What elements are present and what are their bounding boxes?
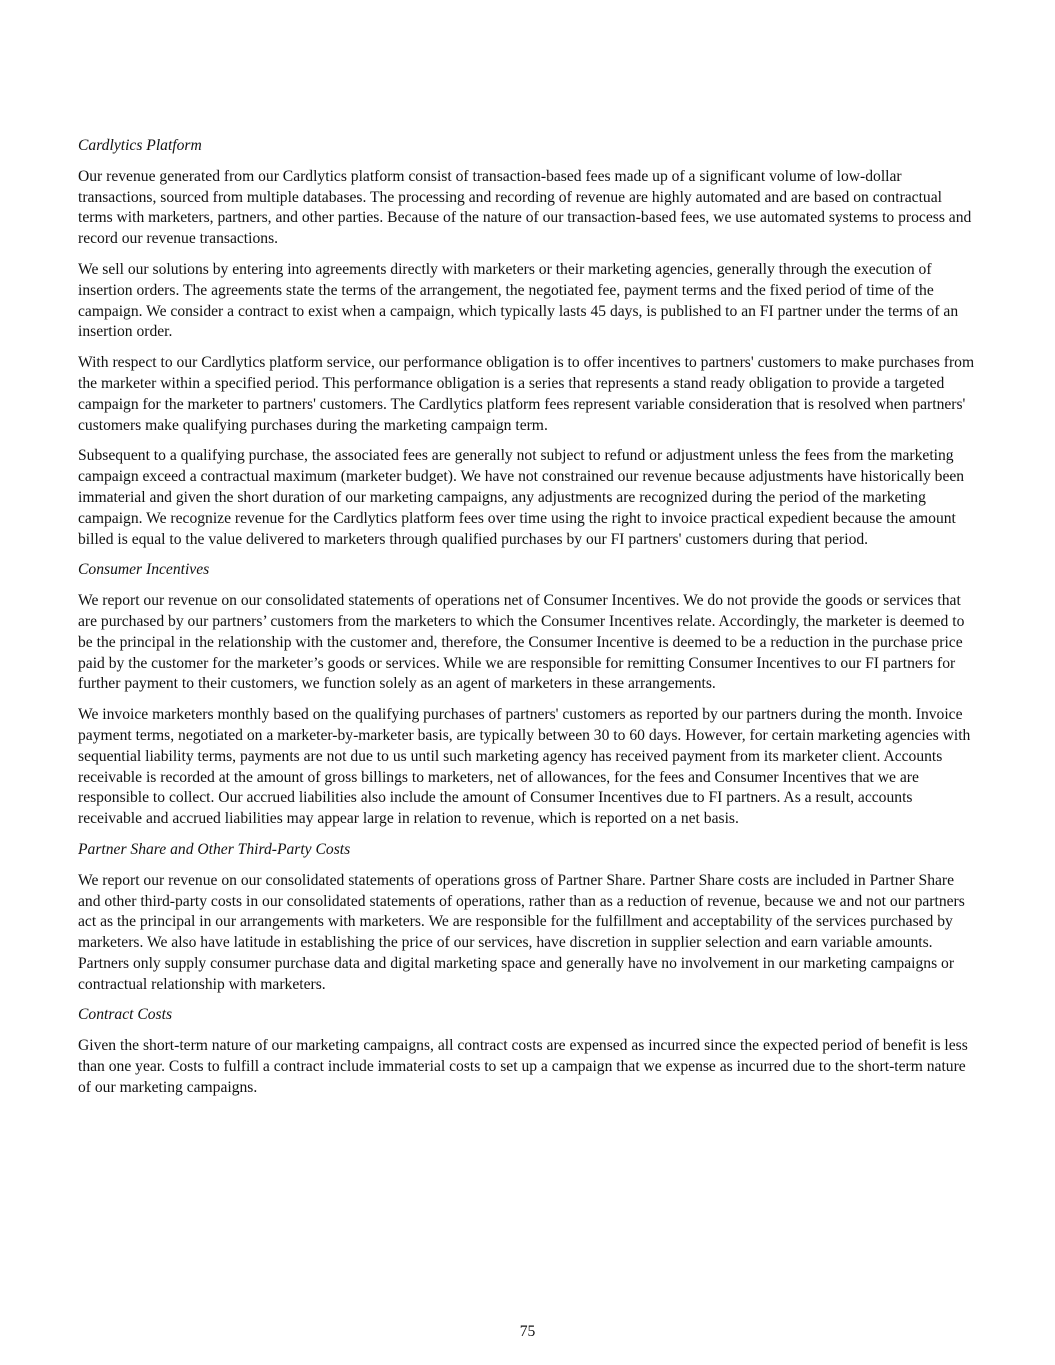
paragraph: Subsequent to a qualifying purchase, the associated fees are generally not subject to refund or adjustment unless the fees from the marketing campaign exceed a contractual maximum (marketer budget). We have not constrained our revenue because adjustments have historically been immaterial and given the short duration of our marketing campaigns, any adjustments are recognized during the period of the marketing campaign. We recognize revenue for the Cardlytics platform fees over time using the right to invoice practical expedient because the amount billed is equal to the value delivered to marketers through qualified purchases by our FI partners' customers during that period. bbox=[78, 447, 965, 548]
section-heading-consumer-incentives: Consumer Incentives bbox=[78, 561, 210, 579]
section-heading-contract-costs: Contract Costs bbox=[78, 1006, 173, 1024]
paragraph: We invoice marketers monthly based on the qualifying purchases of partners' customers as reported by our partners during the month. Invoice payment terms, negotiated on a marketer-by-marketer basis, are typically between 30 to 60 days. However, for certain marketing agencies with sequential liability terms, payments are not due to us until such marketing agency has received payment from its marketer client. Accounts receivable is recorded at the amount of gross billings to marketers, net of allowances, for the fees and Consumer Incentives that we are responsible to collect. Our accrued liabilities also include the amount of Consumer Incentives due to FI partners. As a result, accounts receivable and accrued liabilities may appear large in relation to revenue, which is reported on a net basis. bbox=[78, 706, 971, 828]
paragraph: Given the short-term nature of our marketing campaigns, all contract costs are expensed as incurred since the expected period of benefit is less than one year. Costs to fulfill a contract include immaterial costs to set up a campaign that we expense as incurred due to the short-term nature of our marketing campaigns. bbox=[78, 1037, 968, 1096]
document-body bbox=[78, 136, 980, 1109]
paragraph: With respect to our Cardlytics platform service, our performance obligation is to offer incentives to partners' customers to make purchases from the marketer within a specified period. This performance obligation is a series that represents a stand ready obligation to provide a targeted campaign for the marketer to partners' customers. The Cardlytics platform fees represent variable consideration that is resolved when partners' customers make qualifying purchases during the marketing campaign term. bbox=[78, 354, 975, 434]
section-heading-partner-share: Partner Share and Other Third-Party Costs bbox=[78, 840, 351, 858]
page-number: 75 bbox=[519, 1323, 536, 1340]
paragraph: We sell our solutions by entering into agreements directly with marketers or their marketing agencies, generally through the execution of insertion orders. The agreements state the terms of the arrangement, the negotiated fee, payment terms and the fixed period of time of the campaign. We consider a contract to exist when a campaign, which typically lasts 45 days, is published to an FI partner under the terms of an insertion order. bbox=[78, 260, 959, 341]
paragraph: Our revenue generated from our Cardlytics platform consist of transaction-based fees made up of a significant volume of low-dollar transactions, sourced from multiple databases. The processing and recording of revenue are highly automated and are based on contractual terms with marketers, partners, and other parties. Because of the nature of our transaction-based fees, we use automated systems to process and record our revenue transactions. bbox=[78, 167, 972, 248]
paragraph: We report our revenue on our consolidated statements of operations net of Consumer Incentives. We do not provide the goods or services that are purchased by our partners’ customers from the marketers to which the Consumer Incentives relate. Accordingly, the marketer is deemed to be the principal in the relationship with the customer and, therefore, the Consumer Incentive is deemed to be a reduction in the purchase price paid by the customer for the marketer’s goods or services. While we are responsible for remitting Consumer Incentives to our FI partners for further payment to their customers, we function solely as an agent of marketers in these arrangements. bbox=[78, 592, 965, 693]
paragraph: We report our revenue on our consolidated statements of operations gross of Partner Share. Partner Share costs are included in Partner Share and other third-party costs in our consolidated statements of operations, rather than as a reduction of revenue, because we and not our partners act as the principal in our arrangements with marketers. We are responsible for the fulfillment and acceptability of the services purchased by marketers. We also have latitude in establishing the price of our services, have discretion in supplier selection and earn variable amounts. Partners only supply consumer purchase data and digital marketing space and generally have no involvement in our marketing campaigns or contractual relationship with marketers. bbox=[78, 871, 965, 993]
section-heading-cardlytics-platform: Cardlytics Platform bbox=[78, 137, 202, 154]
